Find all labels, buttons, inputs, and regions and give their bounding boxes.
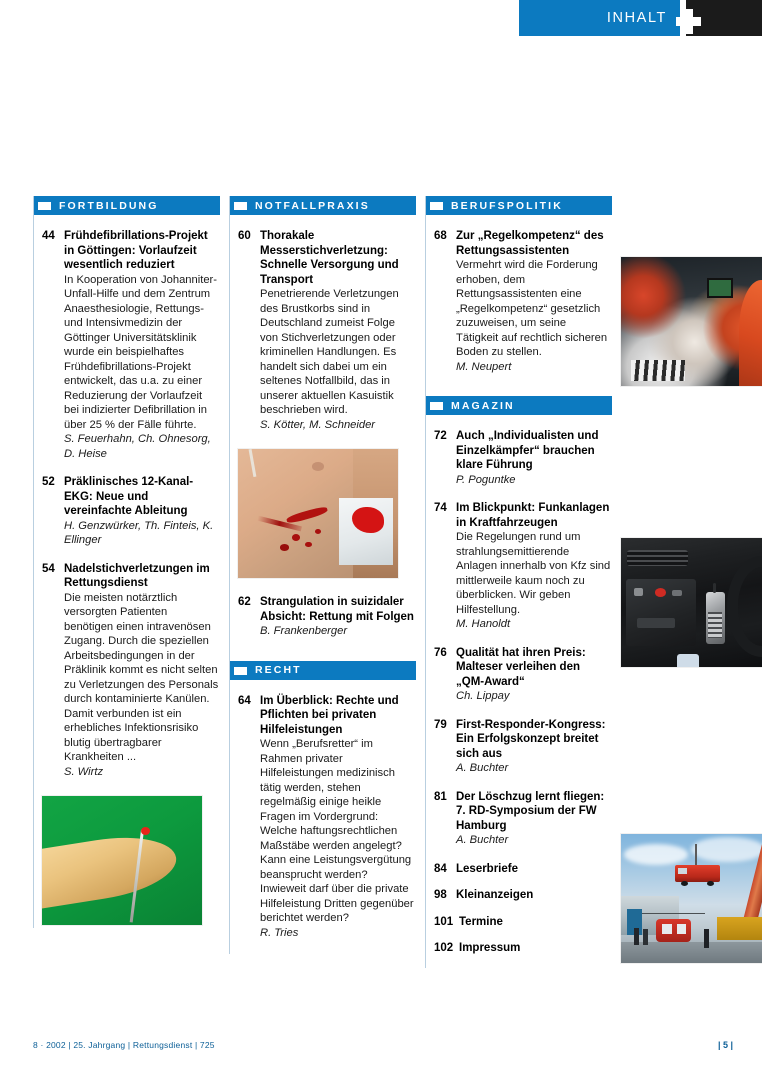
page-number: 81	[434, 790, 447, 803]
crane-lifting-fire-truck-photo	[621, 834, 762, 963]
entry-authors: M. Neupert	[456, 360, 512, 373]
entry-authors: A. Buchter	[456, 762, 509, 774]
page-number: 79	[434, 718, 447, 731]
entry-description: Die Regelungen rund um strahlungsemittierende Anlagen innerhalb von Kfz sind mittlerweile kaum noch zu überblicken. Wir geben Hilfestellung.	[456, 531, 611, 616]
toc-entry[interactable]	[434, 888, 611, 903]
page-number: 74	[434, 502, 447, 514]
page-number: 98	[434, 889, 447, 901]
figure-ambulance	[621, 254, 762, 389]
section-marker-icon	[430, 202, 443, 210]
entry-description: In Kooperation von Johanniter-Unfall-Hilfe und dem Zentrum Anaesthesiologie, Rettungs- und Intensivmedizin der Göttinger Universitätsklinik wurde ein beispielhaftes Frühdefibrillations-Projekt entwickelt, das u.a. zu einer Reduzierung der Vorlaufzeit bei indizierter Defibrillation in über 25 % der Fälle führte.	[64, 273, 217, 431]
page-number: 76	[434, 646, 447, 659]
ambulance-interior-photo	[621, 257, 762, 386]
toc-entry[interactable]	[238, 694, 415, 941]
page-number: 84	[434, 862, 447, 875]
section-header-magazin	[426, 396, 612, 415]
footer-issue-info: 8 · 2002 | 25. Jahrgang | Rettungsdienst | 725	[33, 1040, 215, 1050]
vehicle-dashboard-radio-photo	[621, 538, 762, 667]
section-marker-icon	[234, 667, 247, 675]
column-3	[425, 196, 611, 968]
entry-authors: Ch. Lippay	[456, 690, 510, 702]
entry-title: Qualität hat ihren Preis: Malteser verleihen den „QM-Award“	[456, 646, 586, 688]
entry-authors: A. Buchter	[456, 834, 509, 846]
entry-title: Auch „Individualisten und Einzelkämpfer“ brauchen klare Führung	[456, 430, 599, 471]
page-number: 52	[42, 476, 55, 488]
entry-title: Nadelstichverletzungen im Rettungsdienst	[64, 562, 210, 589]
figure-needle-stick	[42, 793, 219, 928]
entry-title: Der Löschzug lernt fliegen: 7. RD-Symposium der FW Hamburg	[456, 790, 605, 832]
entry-authors: R. Tries	[260, 926, 299, 939]
entry-authors: P. Poguntke	[456, 473, 516, 486]
page-number: 60	[238, 230, 251, 242]
toc-entry[interactable]	[434, 229, 611, 374]
entry-title: First-Responder-Kongress: Ein Erfolgskonzept breitet sich aus	[456, 718, 606, 760]
toc-entry[interactable]	[238, 595, 415, 639]
section-label: FORTBILDUNG	[59, 199, 159, 212]
section-label: NOTFALLPRAXIS	[255, 199, 370, 212]
needle-stick-injury-photo	[42, 796, 202, 925]
entry-authors: S. Kötter, M. Schneider	[260, 418, 376, 431]
page-number: 101	[434, 915, 454, 928]
figure-crane	[621, 831, 762, 966]
entry-authors: S. Feuerhahn, Ch. Ohnesorg, D. Heise	[64, 433, 211, 460]
toc-entry[interactable]	[434, 862, 611, 877]
section-label: RECHT	[255, 664, 302, 676]
page-number: 44	[42, 230, 55, 242]
section-header-berufspolitik	[426, 196, 612, 215]
entry-authors: B. Frankenberger	[260, 625, 348, 637]
entry-description: Vermehrt wird die Forderung erhoben, dem Rettungsassistenten eine „Regelkompetenz“ gesetzlich zuzuweisen, um seine Tätigkeit auf rechtlich sicheren Boden zu stellen.	[456, 259, 608, 358]
entry-description: Penetrierende Verletzungen des Brustkorbs sind in Deutschland zumeist Folge von Stichverletzungen oder kriminellen Handlungen. Es handelt sich dabei um ein seltenes Notfallbild, das in unserer aktuellen Kasuistik beschrieben wird.	[260, 288, 399, 416]
entry-title: Leserbriefe	[456, 862, 519, 875]
page-number: 68	[434, 230, 447, 242]
section-marker-icon	[430, 402, 443, 410]
entry-authors: M. Hanoldt	[456, 618, 511, 630]
toc-entry[interactable]	[434, 718, 611, 776]
section-header-fortbildung	[34, 196, 220, 215]
page-number: 102	[434, 942, 454, 954]
section-label: MAGAZIN	[451, 399, 515, 412]
section-marker-icon	[38, 202, 51, 210]
toc-entry[interactable]	[434, 646, 611, 704]
column-1	[33, 196, 219, 928]
section-header-recht	[230, 661, 416, 680]
photo-column	[621, 196, 762, 966]
section-header-notfallpraxis	[230, 196, 416, 215]
entry-title: Thorakale Messerstichverletzung: Schnelle Versorgung und Transport	[260, 230, 399, 286]
toc-entry[interactable]	[42, 562, 219, 780]
footer-page-number: | 5 |	[717, 1040, 733, 1050]
toc-entry[interactable]	[42, 229, 219, 461]
figure-stab-wound	[238, 446, 415, 581]
toc-entry[interactable]	[238, 229, 415, 432]
entry-title: Kleinanzeigen	[456, 889, 534, 901]
toc-entry[interactable]	[42, 475, 219, 548]
page-number: 64	[238, 694, 251, 707]
toc-entry[interactable]	[434, 790, 611, 848]
toc-entry[interactable]	[434, 429, 611, 487]
entry-title: Präklinisches 12-Kanal-EKG: Neue und vereinfachte Ableitung	[64, 476, 194, 517]
entry-authors: S. Wirtz	[64, 765, 104, 778]
figure-dashboard	[621, 535, 762, 670]
white-cross-icon	[676, 9, 701, 34]
entry-title: Impressum	[459, 942, 521, 954]
page-number: 62	[238, 596, 251, 608]
column-2	[229, 196, 415, 954]
entry-title: Termine	[459, 915, 503, 928]
entry-authors: H. Genzwürker, Th. Finteis, K. Ellinger	[64, 519, 214, 546]
entry-description: Wenn „Berufsretter“ im Rahmen privater Hilfeleistungen medizinisch tätig werden, stehen regelmäßig einige heikle Fragen im Vordergrund: Welche haftungsrechtlichen Maßstäbe werden angelegt? Kann eine Leistungsvergütung beansprucht werden? Inwieweit darf über die private Hilfeleistung Dritten gegenüber berichtet werden?	[260, 738, 414, 924]
toc-entry[interactable]	[434, 941, 611, 956]
entry-description: Die meisten notärztlich versorgten Patienten benötigen einen intravenösen Zugang. Durch die speziellen Arbeitsbedingungen in der Präklinik kommt es nicht selten zu Verletzungen des Personals durch kontaminierte Kanülen. Damit verbunden ist ein erhebliches Infektionsrisiko blutig übertragbarer Krankheiten ...	[64, 591, 219, 763]
section-label: BERUFSPOLITIK	[451, 199, 563, 212]
page-number: 72	[434, 430, 447, 442]
page-number: 54	[42, 562, 55, 575]
page-title: INHALT	[606, 10, 667, 26]
entry-title: Zur „Regelkompetenz“ des Rettungsassistenten	[456, 230, 604, 257]
entry-title: Strangulation in suizidaler Absicht: Rettung mit Folgen	[260, 596, 414, 623]
stab-wound-photo	[238, 449, 398, 578]
toc-entry[interactable]	[434, 501, 611, 632]
toc-entry[interactable]	[434, 915, 611, 930]
entry-title: Im Blickpunkt: Funkanlagen in Kraftfahrzeugen	[456, 502, 610, 529]
entry-title: Frühdefibrillations-Projekt in Göttingen: Vorlaufzeit wesentlich reduziert	[64, 230, 208, 271]
entry-title: Im Überblick: Rechte und Pflichten bei privaten Hilfeleistungen	[260, 694, 399, 736]
page-header	[0, 0, 762, 36]
section-marker-icon	[234, 202, 247, 210]
